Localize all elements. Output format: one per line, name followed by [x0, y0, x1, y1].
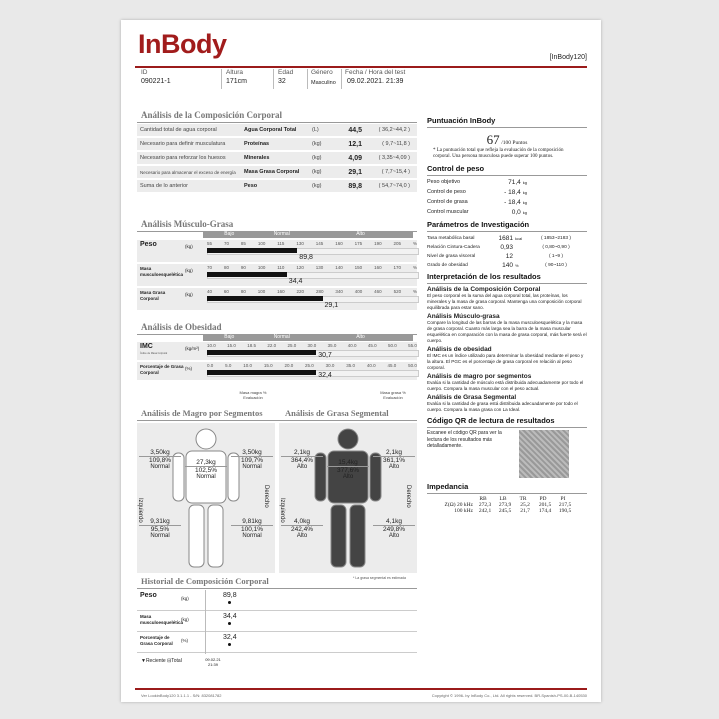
- scale-tick: 60: [223, 289, 229, 294]
- right-column: [427, 116, 587, 514]
- scale-tick: 40.0: [366, 363, 376, 368]
- bar-scale: [207, 241, 417, 246]
- segment-pct: 242,4%: [281, 525, 323, 533]
- bar-fill: [207, 350, 316, 355]
- history-value: 32,4: [223, 634, 237, 641]
- footer-right: Copyright © 1996- by InBody Co., Ltd. All rights reserved. BR-Spanish-PS-00-B-140530: [431, 693, 587, 698]
- weight-control-row: [427, 188, 527, 198]
- scale-tick: 18.5: [247, 343, 256, 348]
- score-value: 67: [486, 132, 500, 147]
- weight-control-row: [427, 198, 527, 208]
- scale-tick: 170: [393, 265, 402, 270]
- bar-row: [137, 342, 417, 360]
- bar-fill: [207, 248, 297, 253]
- weight-control-list: [427, 178, 527, 218]
- segment-eval: Alto: [388, 533, 400, 539]
- impedance-col: RB: [479, 496, 487, 502]
- scale-tick: 100: [257, 289, 266, 294]
- history-unit: (%): [181, 638, 188, 643]
- body-part: [331, 505, 346, 567]
- body-part: [350, 505, 365, 567]
- scale-tick: 100: [257, 265, 266, 270]
- interpretation-body: Evalúa si la cantidad de músculo está distribuida adecuadamente por todo el cuerpo. Compara la masa muscular con el peso actual.: [427, 380, 584, 391]
- header-divider: [135, 66, 587, 68]
- bar-value: 89,8: [299, 254, 313, 261]
- bar-scale: [207, 363, 417, 368]
- segment-kg: 9,31kg: [150, 518, 170, 525]
- divider: [307, 69, 308, 89]
- history-label: Masa musculoesquelética: [140, 614, 184, 625]
- history-chart: [137, 590, 417, 653]
- interpretation-heading: Análisis de obesidad: [427, 346, 492, 353]
- param-label: Nivel de grasa visceral: [427, 254, 476, 259]
- wc-value-wrap: [504, 188, 527, 198]
- segment-kg: 3,50kg: [150, 449, 170, 456]
- segment-kg: 2,1kg: [386, 449, 402, 456]
- wc-unit: kg: [522, 210, 527, 215]
- bar-unit: (kg/m²): [185, 346, 200, 351]
- segment-pct: 109,7%: [231, 456, 273, 464]
- bar-scale: [207, 265, 417, 270]
- param-value: 12: [505, 253, 513, 260]
- param-value: 1681: [498, 235, 513, 242]
- scale-tick: 35.0: [346, 363, 356, 368]
- param-row: [427, 252, 587, 261]
- scale-tick: %: [412, 265, 417, 270]
- wc-value: 71,4: [508, 179, 521, 186]
- segment-left-arm: [231, 449, 273, 470]
- bar-value: 32,4: [318, 372, 332, 379]
- impedance-value: 21,7: [520, 508, 530, 514]
- section-line: [137, 122, 417, 123]
- scale-tick: 30.0: [325, 363, 335, 368]
- history-unit: (kg): [181, 596, 189, 601]
- section-line: [137, 420, 417, 421]
- score-note: * La puntuación total que refleja la evaluación de la composición corporal. Una persona musculosa puede superar 100 puntos.: [433, 148, 564, 159]
- bar-fill: [207, 272, 287, 277]
- segment-pct: 249,8%: [373, 525, 415, 533]
- scale-tick: 130: [296, 241, 304, 246]
- body-part: [338, 429, 358, 449]
- segment-kg: 15,4kg: [338, 459, 358, 466]
- wc-unit: kg: [522, 190, 527, 195]
- scale-tick: 10.0: [207, 343, 216, 348]
- segment-kg: 3,50kg: [242, 449, 262, 456]
- weight-control-row: [427, 178, 527, 188]
- scale-tick: 140: [335, 265, 343, 270]
- obesity-title: Análisis de Obesidad: [141, 322, 222, 332]
- segment-eval: Alto: [342, 474, 354, 480]
- impedance-value: 174,4: [538, 508, 552, 514]
- date-value: 09.02.2021. 21:39: [347, 78, 404, 85]
- score-title: Puntuación InBody: [427, 116, 496, 125]
- scale-tick: 145: [315, 241, 324, 246]
- scale-tick: 110: [277, 265, 285, 270]
- impedance-col: PD: [539, 496, 547, 502]
- history-point: [228, 643, 231, 646]
- scale-tick: 25.0: [287, 343, 297, 348]
- interpretation-body: Compare la longitud de las barras de la masa musculoesquelética y la masa de grasa corporal. Cuanto más larga sea la barra de la masa muscular esquelética en comparación con la masa de grasa corporal, más fuerte será el cuerpo.: [427, 320, 587, 343]
- scale-tick: 80: [240, 289, 246, 294]
- footer-line: [135, 688, 587, 690]
- bar-label: Porcentaje de Grasa Corporal: [140, 364, 184, 375]
- scale-tick: 70: [207, 265, 213, 270]
- scale-tick: 50.0: [408, 363, 417, 368]
- scale-tick: 30.0: [307, 343, 317, 348]
- param-row: [427, 234, 587, 243]
- scale-tick: 55: [207, 241, 213, 246]
- wc-label: Control de peso: [427, 189, 466, 195]
- scale-tick: 175: [354, 241, 363, 246]
- divider: [341, 69, 342, 89]
- impedance-value: 245,5: [498, 508, 512, 514]
- segment-pct: 361,1%: [373, 456, 415, 464]
- impedance-value: 201,5: [538, 502, 552, 508]
- segment-eval: Normal: [242, 464, 262, 470]
- bar-fill: [207, 296, 323, 301]
- scale-tick: 130: [315, 265, 324, 270]
- segment-pct: 377,6%: [327, 466, 369, 474]
- impedance-col: LB: [499, 496, 507, 502]
- bar-sublabel: Índice de Masa Corporal: [140, 352, 168, 355]
- impedance-value: 272,3: [478, 502, 492, 508]
- segment-eval: Alto: [388, 464, 400, 470]
- bar-value: 34,4: [288, 278, 303, 285]
- scale-tick: 22.0: [267, 343, 277, 348]
- impedance-value: 242,1: [478, 508, 492, 514]
- score-display: [427, 132, 587, 148]
- muscle-fat-title: Análisis Músculo-Grasa: [141, 219, 234, 229]
- bar-label: Masa Grasa Corporal: [140, 290, 166, 301]
- fat-legend: Masa grasa % Evaluación: [380, 390, 406, 400]
- wc-value-wrap: [512, 208, 527, 218]
- date-label: Fecha / Hora del test: [345, 69, 406, 76]
- segment-kg: 27,3kg: [196, 459, 216, 466]
- wc-value-wrap: [504, 198, 527, 208]
- segment-kg: 4,0kg: [294, 518, 310, 525]
- history-gridline: [205, 590, 206, 654]
- table-row: Necesario para definir musculatura Proteínas (kg) 12,1 ( 9,7~11,8 ): [137, 138, 417, 150]
- scale-tick: 40: [207, 289, 213, 294]
- history-title: Historial de Composición Corporal: [141, 576, 269, 586]
- footer-left: Ver LookinBody120 3.1.1.1 - S/N: 832081782: [141, 693, 222, 698]
- scale-tick: 15.0: [227, 343, 236, 348]
- scale-tick: 25.0: [305, 363, 314, 368]
- interpretation-body: Evalúa si la cantidad de grasa está distribuida adecuadamente por todo el cuerpo. Compara la masa grasa con La Ideal.: [427, 401, 578, 412]
- param-unit: kcal: [515, 236, 523, 241]
- scale-tick: 0.0: [207, 363, 214, 368]
- bar-row: [137, 264, 417, 286]
- segment-pct: 100,1%: [231, 525, 273, 533]
- wc-unit: kg: [522, 180, 527, 185]
- scale-tick: 220: [296, 289, 305, 294]
- composition-table: [137, 124, 417, 192]
- scale-tick: 400: [354, 289, 363, 294]
- segment-kg: 9,81kg: [242, 518, 262, 525]
- history-label: Peso: [140, 592, 157, 599]
- wc-value: 0,0: [511, 209, 521, 216]
- segment-left-leg: [373, 518, 415, 539]
- scale-tick: 160: [335, 241, 343, 246]
- param-label: Relación Cintura-Cadera: [427, 245, 480, 250]
- score-suffix: /100 Puntos: [501, 140, 528, 146]
- id-label: ID: [141, 69, 148, 76]
- gender-label: Género: [311, 69, 333, 76]
- scale-tick: 55.0: [408, 343, 417, 348]
- segment-eval: Normal: [196, 474, 216, 480]
- param-value: 140: [502, 262, 513, 269]
- body-part: [196, 429, 216, 449]
- body-silhouette: [137, 423, 275, 573]
- scale-tick: 50.0: [387, 343, 397, 348]
- params-list: [427, 234, 587, 270]
- scale-tick: 120: [296, 265, 304, 270]
- interpretation-list: [427, 286, 587, 413]
- history-row: [137, 590, 417, 611]
- param-unit: [513, 252, 525, 261]
- fat-segment-panel: [279, 423, 417, 573]
- impedance-table: [427, 496, 587, 514]
- weight-control-title: Control de peso: [427, 164, 485, 173]
- impedance-col: PI: [560, 496, 566, 502]
- height-value: 171cm: [226, 78, 248, 85]
- qr-code[interactable]: [519, 430, 569, 478]
- interpretation-heading: Análisis Músculo-grasa: [427, 313, 500, 320]
- history-row: [137, 632, 417, 653]
- segment-eval: Normal: [150, 464, 170, 470]
- inbody-logo: InBody: [138, 29, 227, 59]
- bar-unit: (%): [185, 366, 192, 371]
- segment-right-leg: [281, 518, 323, 539]
- history-point: [228, 622, 231, 625]
- bar-row: [137, 288, 417, 310]
- scale-tick: 460: [374, 289, 382, 294]
- wc-value-wrap: [508, 178, 527, 188]
- weight-control-row: [427, 208, 527, 218]
- history-label: Porcentaje de Grasa Corporal: [140, 635, 173, 646]
- wc-unit: kg: [522, 200, 527, 205]
- param-unit: [513, 243, 525, 252]
- id-value: 090221-1: [141, 78, 171, 85]
- divider: [273, 69, 274, 89]
- body-part: [189, 505, 204, 567]
- scale-tick: 70: [223, 241, 229, 246]
- qr-text: Escanee el código QR para ver la lectura de los resultados más detalladamente.: [427, 430, 502, 449]
- segment-eval: Alto: [296, 464, 308, 470]
- scale-tick: 100: [257, 241, 266, 246]
- age-value: 32: [278, 78, 286, 85]
- scale-tick: 150: [354, 265, 363, 270]
- wc-value: - 18,4: [504, 189, 521, 196]
- bar-scale: [207, 343, 417, 348]
- segment-eval: Normal: [150, 533, 170, 539]
- left-side-label: Izquierdo: [279, 498, 285, 523]
- impedance-value: 217,5: [558, 502, 572, 508]
- segment-kg: 4,1kg: [386, 518, 402, 525]
- param-label: Grado de obesidad: [427, 263, 468, 268]
- table-row: Necesario para reforzar los huesos Minerales (kg) 4,09 ( 3,35~4,09 ): [137, 152, 417, 164]
- range-band: Bajo Normal Alto: [203, 231, 413, 238]
- scale-tick: 40.0: [347, 343, 357, 348]
- history-unit: (kg): [181, 617, 189, 622]
- qr-title: Código QR de lectura de resultados: [427, 416, 555, 425]
- scale-tick: 5.0: [225, 363, 232, 368]
- bar-label: Peso: [140, 241, 157, 248]
- interpretation-body: El IMC es un índice utilizado para determinar la obesidad mediante el peso y la altura. El PGC es el porcentaje de grasa corporal en relación al peso corporal.: [427, 353, 584, 370]
- bar-unit: (kg): [185, 268, 193, 273]
- history-value: 34,4: [223, 613, 237, 620]
- segment-trunk: [185, 459, 227, 480]
- history-date: 09.02.21 21:39: [205, 657, 221, 667]
- param-row: [427, 261, 587, 270]
- segment-note: * La grasa segmental es estimada: [353, 576, 406, 580]
- lean-legend: Masa magra % Evaluación: [239, 390, 267, 400]
- scale-tick: 80: [223, 265, 229, 270]
- report-sheet: [121, 20, 601, 702]
- interpretation-body: El peso corporal es la suma del agua corporal total, las proteínas, los minerales y la masa de grasa corporal. Mantenga una composición corporal equilibrada para estar sano.: [427, 293, 582, 310]
- table-row: Suma de lo anterior Peso (kg) 89,8 ( 54,7~74,0 ): [137, 180, 417, 192]
- scale-tick: 35.0: [327, 343, 337, 348]
- bar-value: 29,1: [324, 302, 339, 309]
- param-range: ( 0,80~0,90 ): [542, 245, 570, 250]
- param-value: 0,93: [500, 244, 513, 251]
- segment-eval: Normal: [242, 533, 262, 539]
- section-line: [137, 588, 417, 589]
- scale-tick: 160: [277, 289, 285, 294]
- muscle-fat-chart: [137, 240, 417, 312]
- age-label: Edad: [278, 69, 294, 76]
- bar-label: Masa musculoesquelética: [140, 266, 184, 277]
- lean-title: Análisis de Magro por Segmentos: [141, 408, 263, 418]
- gender-value: Masculino: [311, 80, 336, 86]
- body-part: [208, 505, 223, 567]
- table-row: Necesario para almacenar el exceso de energía Masa Grasa Corporal (kg) 29,1 ( 7,7~15,4 ): [137, 166, 417, 178]
- scale-tick: %: [412, 289, 417, 294]
- params-title: Parámetros de Investigación: [427, 220, 530, 229]
- table-row: Cantidad total de agua corporal Agua Corporal Total (L) 44,5 ( 36,2~44,2 ): [137, 124, 417, 136]
- bar-unit: (kg): [185, 292, 193, 297]
- lean-segment-panel: [137, 423, 275, 573]
- segment-right-arm: [281, 449, 323, 470]
- right-side-label: Derecho: [405, 485, 411, 508]
- scale-tick: 205: [393, 241, 402, 246]
- scale-tick: 520: [393, 289, 402, 294]
- body-silhouette: [279, 423, 417, 573]
- scale-tick: 280: [315, 289, 324, 294]
- scale-tick: 85: [240, 241, 246, 246]
- scale-tick: 20.0: [284, 363, 294, 368]
- scale-tick: 115: [277, 241, 285, 246]
- interpretation-heading: Análisis de la Composición Corporal: [427, 286, 541, 293]
- impedance-label: 100 kHz: [454, 508, 473, 514]
- scale-tick: 10.0: [243, 363, 252, 368]
- segment-eval: Alto: [296, 533, 308, 539]
- segment-kg: 2,1kg: [294, 449, 310, 456]
- impedance-col: TR: [519, 496, 527, 502]
- interpretation-heading: Análisis de magro por segmentos: [427, 373, 532, 380]
- param-label: Tasa metabólica basal: [427, 236, 475, 241]
- segment-trunk: [327, 459, 369, 480]
- obesity-chart: [137, 342, 417, 382]
- impedance-value: 190,5: [558, 508, 572, 514]
- scale-tick: 45.0: [367, 343, 377, 348]
- bar-fill: [207, 370, 316, 375]
- wc-value: - 18,4: [504, 199, 521, 206]
- scale-tick: 190: [374, 241, 382, 246]
- segment-pct: 95,5%: [139, 525, 181, 533]
- impedance-value: 273,9: [498, 502, 512, 508]
- scale-tick: 160: [374, 265, 382, 270]
- fat-title: Análisis de Grasa Segmental: [285, 408, 389, 418]
- param-unit: %: [515, 263, 519, 268]
- history-legend: ▼Reciente ⊟Total: [141, 658, 182, 664]
- scale-tick: 90: [240, 265, 246, 270]
- segment-pct: 364,4%: [281, 456, 323, 464]
- bar-value: 30,7: [318, 352, 332, 359]
- model-label: [InBody120]: [549, 54, 587, 61]
- height-label: Altura: [226, 69, 243, 76]
- wc-label: Control de grasa: [427, 199, 468, 205]
- bar-row: [137, 362, 417, 380]
- wc-label: Peso objetivo: [427, 179, 461, 185]
- bar-unit: (kg): [185, 244, 193, 249]
- right-side-label: Derecho: [263, 485, 269, 508]
- param-range: ( 90~110 ): [545, 263, 567, 268]
- scale-tick: 15.0: [263, 363, 273, 368]
- history-point: [228, 601, 231, 604]
- divider: [221, 69, 222, 89]
- left-side-label: Izquierdo: [137, 498, 143, 523]
- interpretation-heading: Análisis de Grasa Segmental: [427, 394, 517, 401]
- history-row: [137, 611, 417, 632]
- bar-scale: [207, 289, 417, 294]
- param-range: ( 1~9 ): [549, 254, 563, 259]
- segment-left-leg: [231, 518, 273, 539]
- bar-row: [137, 240, 417, 262]
- scale-tick: 45.0: [387, 363, 397, 368]
- interpretation-title: Interpretación de los resultados: [427, 272, 541, 281]
- history-value: 89,8: [223, 592, 237, 599]
- wc-label: Control muscular: [427, 209, 469, 215]
- impedance-row: [427, 508, 587, 514]
- scale-tick: %: [412, 241, 417, 246]
- range-band: Bajo Normal Alto: [203, 334, 413, 341]
- param-row: [427, 243, 587, 252]
- impedance-value: 25,2: [520, 502, 530, 508]
- param-range: ( 1853~2183 ): [540, 236, 571, 241]
- segment-right-arm: [139, 449, 181, 470]
- bar-label: IMC: [140, 343, 153, 350]
- composition-title: Análisis de la Composición Corporal: [141, 110, 283, 120]
- segment-left-arm: [373, 449, 415, 470]
- impedance-label: Z(Ω) 20 kHz: [444, 502, 473, 508]
- segment-right-leg: [139, 518, 181, 539]
- impedance-title: Impedancia: [427, 482, 469, 491]
- scale-tick: 340: [335, 289, 343, 294]
- segment-pct: 109,8%: [139, 456, 181, 464]
- segment-pct: 102,5%: [185, 466, 227, 474]
